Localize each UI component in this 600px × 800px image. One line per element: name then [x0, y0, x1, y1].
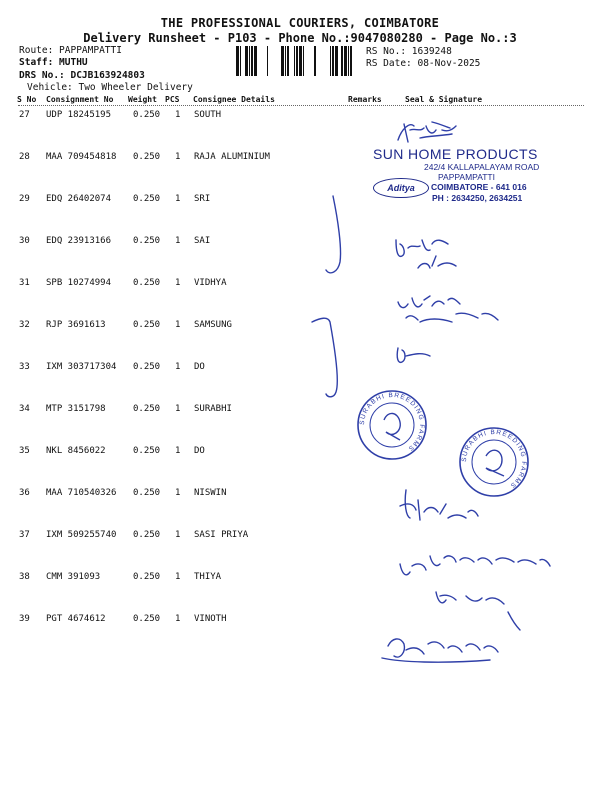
row-consignee: NISWIN: [194, 488, 227, 498]
row-pcs: 1: [175, 194, 181, 204]
row-pcs: 1: [175, 614, 181, 624]
signature-mark: [400, 490, 478, 520]
round-seal: [358, 391, 426, 459]
row-consignee: SASI PRIYA: [194, 530, 249, 540]
row-pcs: 1: [175, 236, 181, 246]
rs-date: RS Date: 08-Nov-2025: [366, 58, 481, 69]
row-sno: 35: [19, 446, 30, 456]
row-consignee: SOUTH: [194, 110, 222, 120]
row-weight: 0.250: [133, 152, 161, 162]
row-pcs: 1: [175, 152, 181, 162]
row-consignment-number: IXM 303717304: [46, 362, 117, 372]
signature-mark: [397, 348, 430, 362]
row-consignee: VIDHYA: [194, 278, 227, 288]
row-weight: 0.250: [133, 404, 161, 414]
row-weight: 0.250: [133, 446, 161, 456]
row-weight: 0.250: [133, 530, 161, 540]
row-consignee: SRI: [194, 194, 211, 204]
row-consignee: RAJA ALUMINIUM: [194, 152, 270, 162]
row-sno: 34: [19, 404, 30, 414]
row-sno: 39: [19, 614, 30, 624]
row-pcs: 1: [175, 320, 181, 330]
signature-mark: [398, 122, 456, 142]
row-consignment-number: MTP 3151798: [46, 404, 106, 414]
signature-mark: [326, 196, 341, 273]
row-sno: 29: [19, 194, 30, 204]
row-sno: 37: [19, 530, 30, 540]
signature-mark: [382, 639, 498, 662]
staff-label: Staff: MUTHU: [19, 57, 88, 68]
row-consignee: THIYA: [194, 572, 222, 582]
row-pcs: 1: [175, 278, 181, 288]
row-consignee: SAMSUNG: [194, 320, 232, 330]
row-weight: 0.250: [133, 488, 161, 498]
row-consignee: VINOTH: [194, 614, 227, 624]
signature-mark: [398, 296, 498, 322]
row-sno: 32: [19, 320, 30, 330]
stamp-address-line: 242/4 KALLAPALAYAM ROAD: [424, 162, 540, 172]
row-sno: 38: [19, 572, 30, 582]
row-sno: 36: [19, 488, 30, 498]
runsheet-subtitle: Delivery Runsheet - P103 - Phone No.:9047080280 - Page No.:3: [83, 31, 517, 45]
row-pcs: 1: [175, 362, 181, 372]
signature-mark: [400, 556, 550, 575]
row-weight: 0.250: [133, 278, 161, 288]
drs-number: DRS No.: DCJB163924803: [19, 70, 145, 81]
round-seal: [460, 428, 528, 496]
seal-ring-text: SURABHI BREEDING FARMS: [460, 428, 528, 490]
stamp-phone: PH : 2634250, 2634251: [432, 193, 523, 203]
row-weight: 0.250: [133, 572, 161, 582]
row-consignment-number: NKL 8456022: [46, 446, 106, 456]
row-weight: 0.250: [133, 614, 161, 624]
row-consignee: SAI: [194, 236, 211, 246]
stamp-address-line: COIMBATORE - 641 016: [431, 182, 527, 192]
row-weight: 0.250: [133, 236, 161, 246]
row-sno: 31: [19, 278, 30, 288]
signature-mark: [312, 318, 337, 397]
row-pcs: 1: [175, 446, 181, 456]
column-header-remarks: Remarks: [348, 95, 382, 104]
row-consignment-number: UDP 18245195: [46, 110, 112, 120]
column-header-pcs: PCS: [165, 95, 180, 104]
row-consignment-number: MAA 709454818: [46, 152, 117, 162]
row-consignment-number: EDQ 23913166: [46, 236, 112, 246]
signature-mark: [396, 240, 456, 268]
column-header-consignment: Consignment No: [46, 95, 114, 104]
stamp-address-line: PAPPAMPATTI: [438, 172, 495, 182]
column-header-consignee: Consignee Details: [193, 95, 275, 104]
row-pcs: 1: [175, 110, 181, 120]
row-weight: 0.250: [133, 320, 161, 330]
row-weight: 0.250: [133, 362, 161, 372]
row-consignment-number: PGT 4674612: [46, 614, 106, 624]
row-pcs: 1: [175, 488, 181, 498]
row-sno: 27: [19, 110, 30, 120]
column-header-weight: Weight: [128, 95, 157, 104]
row-weight: 0.250: [133, 194, 161, 204]
vehicle-label: Vehicle: Two Wheeler Delivery: [27, 82, 193, 93]
route-label: Route: PAPPAMPATTI: [19, 45, 122, 56]
row-consignment-number: MAA 710540326: [46, 488, 117, 498]
row-consignee: DO: [194, 362, 205, 372]
rs-number: RS No.: 1639248: [366, 46, 452, 57]
row-consignment-number: RJP 3691613: [46, 320, 106, 330]
row-consignment-number: SPB 10274994: [46, 278, 112, 288]
stamp-brand-logo: Aditya: [373, 178, 429, 198]
row-sno: 30: [19, 236, 30, 246]
row-pcs: 1: [175, 530, 181, 540]
row-sno: 28: [19, 152, 30, 162]
page-title: THE PROFESSIONAL COURIERS, COIMBATORE: [160, 16, 440, 30]
row-consignee: DO: [194, 446, 205, 456]
stamp-company: SUN HOME PRODUCTS: [373, 146, 538, 162]
row-consignment-number: IXM 509255740: [46, 530, 117, 540]
signature-mark: [436, 592, 520, 630]
row-consignee: SURABHI: [194, 404, 232, 414]
seal-ring-text: SURABHI BREEDING FARMS: [358, 391, 426, 453]
column-header-sno: S No: [17, 95, 37, 104]
row-weight: 0.250: [133, 110, 161, 120]
row-consignment-number: CMM 391093: [46, 572, 101, 582]
column-header-seal: Seal & Signature: [405, 95, 483, 104]
row-pcs: 1: [175, 572, 181, 582]
row-sno: 33: [19, 362, 30, 372]
row-consignment-number: EDQ 26402074: [46, 194, 112, 204]
row-pcs: 1: [175, 404, 181, 414]
